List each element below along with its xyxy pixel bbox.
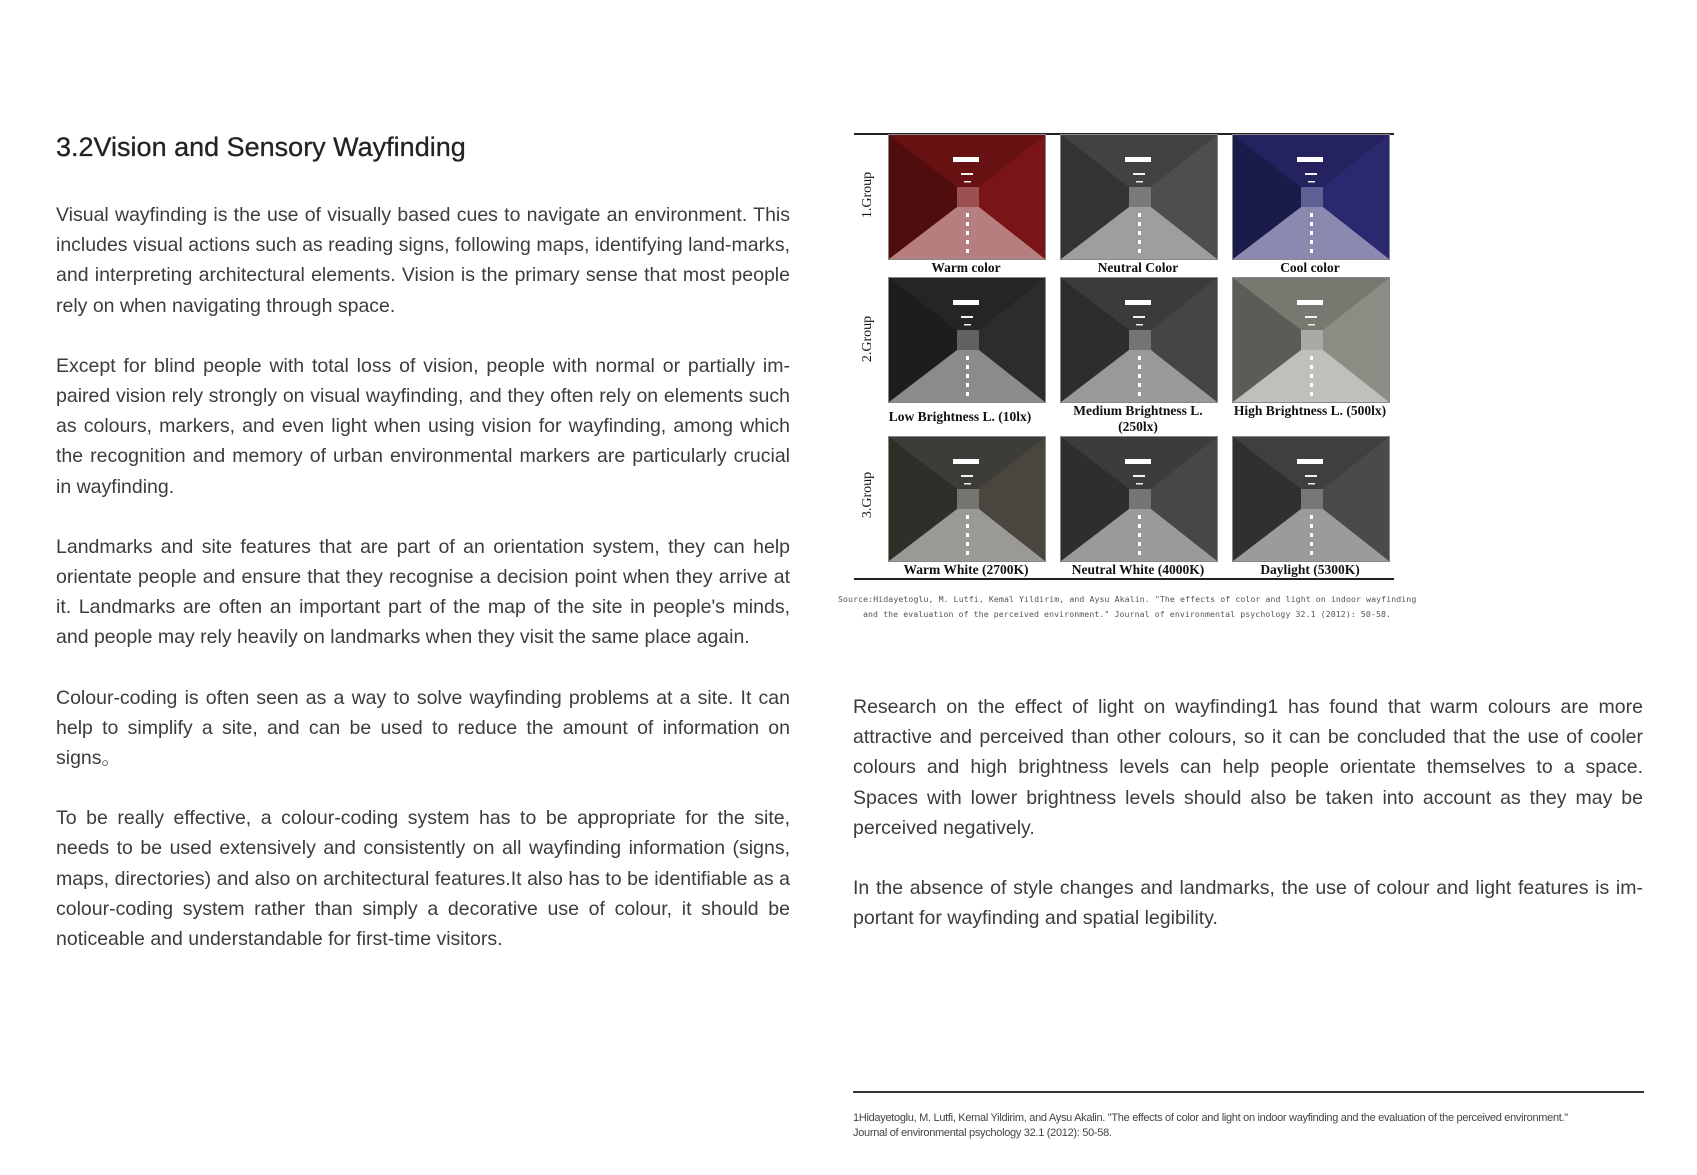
paragraph-light-research: Research on the effect of light on wayfinding1 has found that warm colours are more attractive and perceived than other colours, so it can be concluded that the use of cooler colours and high brightness levels can help people orientate themselves to a space. Spaces with lower brightness levels should also be taken into account as they may be perceived negatively.	[853, 696, 1643, 839]
left-column	[56, 200, 790, 984]
caption-low-brightness: Low Brightness L. (10lx)	[888, 409, 1032, 424]
footnote-rule	[853, 1091, 1644, 1093]
corridor-image	[1232, 134, 1390, 260]
corridor-image	[1060, 436, 1218, 562]
paragraph-colour-coding: Colour-coding is often seen as a way to solve wayfinding problems at a site. It can help to simplify a site, and can be used to reduce the amount of information on signs。	[56, 686, 790, 770]
corridor-illustration	[1233, 278, 1389, 402]
group-label-3: 3.Group	[860, 471, 875, 519]
footnote	[853, 1111, 1653, 1141]
corridor-image	[1060, 134, 1218, 260]
corridor-image	[888, 134, 1046, 260]
corridor-illustration	[1061, 135, 1217, 259]
corridor-image	[888, 436, 1046, 562]
figure-bottom-rule	[854, 578, 1394, 580]
caption-medium-brightness: Medium Brightness L. (250lx)	[1073, 403, 1203, 434]
corridor-illustration	[1233, 437, 1389, 561]
footnote-line-1: 1Hidayetoglu, M. Lutfi, Kemal Yildirim, and Aysu Akalin. "The effects of color and light on indoor wayfinding and the evaluation of the perceived environment."	[853, 1112, 1568, 1124]
corridor-image	[1232, 436, 1390, 562]
paragraph-landmarks: Landmarks and site features that are part of an orientation system, they can help orientate people and ensure that they recognise a decision point when they arrive at it. Landmarks are often an important part of the map of the site in people's minds, and people may rely heavily on landmarks when they visit the same place again.	[56, 535, 790, 649]
caption-warm-white: Warm White (2700K)	[903, 562, 1029, 577]
paragraph-visual-wayfinding: Visual wayfinding is the use of visually based cues to navigate an environment. This includes visual actions such as reading signs, following maps, identifying land-marks, and interpreting architectural elements. Vision is the primary sense that most people rely on when navigating through space.	[56, 204, 790, 317]
group-label-2: 2.Group	[860, 315, 875, 363]
figure-source	[838, 592, 1438, 622]
corridor-illustration	[889, 437, 1045, 561]
corridor-illustration	[1061, 278, 1217, 402]
corridor-image	[888, 277, 1046, 403]
corridor-image	[1060, 277, 1218, 403]
caption-daylight: Daylight (5300K)	[1260, 562, 1360, 577]
caption-cool-color: Cool color	[1280, 260, 1340, 275]
corridor-illustration	[1233, 135, 1389, 259]
caption-warm-color: Warm color	[931, 260, 1001, 275]
corridor-illustration	[889, 135, 1045, 259]
figure-source-line-2: and the evaluation of the perceived environment." Journal of environmental psychology 32.1 (2012): 50-58.	[863, 609, 1392, 619]
group-label-1: 1.Group	[860, 171, 875, 219]
footnote-line-2: Journal of environmental psychology 32.1 (2012): 50-58.	[853, 1127, 1112, 1139]
paragraph-spatial-legibility: In the absence of style changes and landmarks, the use of colour and light features is im-portant for wayfinding and spatial legibility.	[853, 877, 1643, 930]
section-heading: 3.2Vision and Sensory Wayfinding	[56, 132, 466, 162]
corridor-illustration	[1061, 437, 1217, 561]
figure-source-line-1: Source:Hidayetoglu, M. Lutfi, Kemal Yildirim, and Aysu Akalin. "The effects of color and light on indoor wayfinding	[838, 594, 1417, 604]
paragraph-effective-coding: To be really effective, a colour-coding system has to be appropriate for the site, needs to be used extensively and consistently on all wayfinding information (signs, maps, directories) and also on architectural features.It also has to be identifiable as a colour-coding system rather than simply a decorative use of colour, it should be noticeable and understandable for first-time visitors.	[56, 807, 790, 951]
caption-neutral-color: Neutral Color	[1097, 260, 1179, 275]
right-column	[853, 692, 1643, 963]
caption-high-brightness: High Brightness L. (500lx)	[1233, 403, 1387, 418]
corridor-illustration	[889, 278, 1045, 402]
caption-neutral-white: Neutral White (4000K)	[1071, 562, 1205, 577]
corridor-image	[1232, 277, 1390, 403]
paragraph-impaired-vision: Except for blind people with total loss of vision, people with normal or partially im-paired vision rely strongly on visual wayfinding, and they often rely on elements such as colours, markers, and even light when using vision for wayfinding, among which the recognition and memory of urban environmental markers are particularly crucial in wayfinding.	[56, 354, 790, 498]
corridor-lighting-figure	[854, 133, 1394, 580]
